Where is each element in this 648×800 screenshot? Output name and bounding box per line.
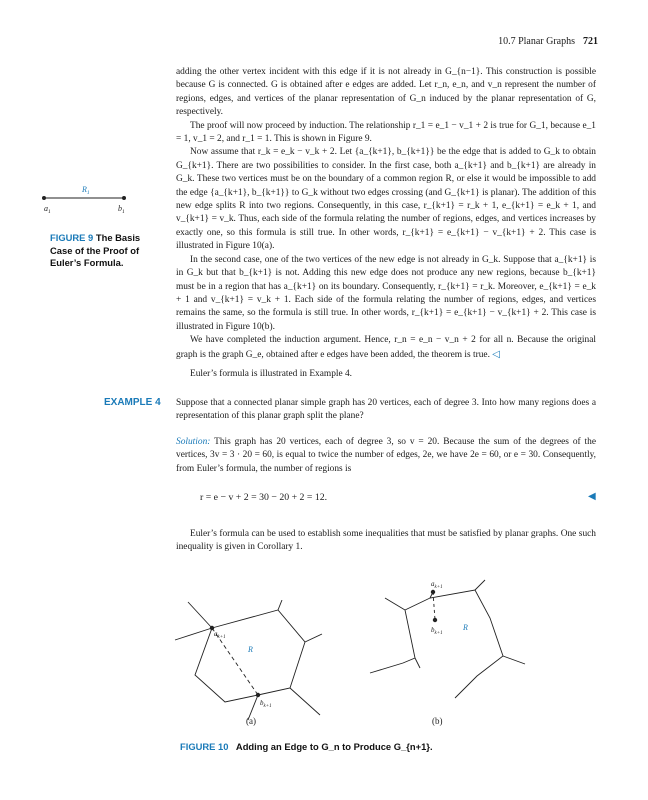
- running-header: [498, 36, 598, 47]
- region-boundary: [405, 590, 503, 698]
- figure-9-caption: [50, 232, 162, 270]
- solution: [176, 436, 596, 476]
- edge: [415, 658, 420, 668]
- section-title: 10.7 Planar Graphs: [498, 36, 575, 47]
- end-of-proof-icon: ◁: [492, 348, 500, 360]
- example-label: EXAMPLE 4: [104, 397, 161, 408]
- paragraph: The proof will now proceed by induction. The relationship r_1 = e_1 − v_1 + 2 is true for G_1, because e_1 = 1, v_1 = 2, and r_1 = 1. This is shown in Figure 9.: [176, 120, 596, 145]
- vertex-b: [256, 693, 260, 697]
- panel-label-a: (a): [246, 716, 256, 726]
- paragraph: In the second case, one of the two vertices of the new edge is not already in G_k. Suppose that a_{k+1} is in G_k but that b_{k+1} is not. Adding this new edge does not produce any new regions, because b_{k+1} must be in a region that has a_{k+1} on its boundary. Consequently, r_{k+1} = r_k. Moreover, e_{k+1} = e_k + 1 and v_{k+1} = v_k + 1. Each side of the formula relating the number of regions, edges, and vertices remains the same, so the formula is still true. In other words, r_{k+1} = e_{k+1} − v_{k+1} + 2. This case is illustrated in Figure 10(b).: [176, 254, 596, 332]
- example-statement: [176, 397, 596, 424]
- paragraph: Now assume that r_k = e_k − v_k + 2. Let {a_{k+1}, b_{k+1}} be the edge that is added to G_k to obtain G_{k+1}. There are two possibilities to consider. In the first case, both a_{k+1} and b_{k+1} are already in G_k. These two vertices must be on the boundary of a common region R, or else it would be impossible to add the edge {a_{k+1}, b_{k+1}} to G_k without two edges crossing (and G_{k+1} is planar). The addition of this new edge splits R into two regions. Consequently, in this case, r_{k+1} = r_k + 1, e_{k+1} = e_k + 1, and v_{k+1} = v_k. Thus, each side of the formula relating the number of regions, edges, and vertices increases by exactly one, so this formula is still true. In other words, r_{k+1} = e_{k+1} − v_{k+1} + 2. This case is illustrated in Figure 10(a).: [176, 147, 596, 252]
- vertex-b: [433, 618, 437, 622]
- new-edge: [433, 592, 435, 620]
- vertex-b1: [122, 196, 126, 200]
- vertex-label-a: $a_{k+1}$: [431, 580, 443, 590]
- caption-label: FIGURE 9: [50, 232, 94, 243]
- example-intro: Euler’s formula is illustrated in Example 4.: [190, 369, 353, 379]
- paragraph: [176, 334, 596, 362]
- equation: r = e − v + 2 = 30 − 20 + 2 = 12.: [200, 492, 328, 503]
- figure-10b-diagram: [365, 578, 535, 718]
- figure-9-diagram: [34, 180, 164, 220]
- edge: [475, 580, 485, 590]
- caption-label: FIGURE 10: [180, 741, 229, 752]
- vertex-label-b1: $b_1$: [118, 204, 125, 215]
- edge: [175, 628, 212, 640]
- region-label: $R_1$: [82, 185, 90, 196]
- conclusion-text: We have completed the induction argument. Hence, r_n = e_n − v_n + 2 for all n. Because the original graph is the graph G_e, obtained after e edges have been added, the theorem is true.: [176, 335, 596, 360]
- figure-10-caption: [180, 741, 600, 754]
- edge: [188, 602, 212, 628]
- edge: [385, 598, 405, 610]
- caption-text: The Basis Case of the Proof of Euler’s Formula.: [50, 232, 141, 268]
- edge: [370, 610, 415, 673]
- vertex-a1: [42, 196, 46, 200]
- figure-10a-diagram: [170, 600, 330, 730]
- paragraph: [176, 368, 596, 381]
- region-label: R: [248, 645, 253, 654]
- paragraph: adding the other vertex incident with this edge if it is not already in G_{n−1}. This construction is possible because G is connected. G is obtained after e edges are added. Let r_n, e_n, and v_n represent the number of regions, edges, and vertices of the planar representation of G_n induced by the planar representation of G, respectively.: [176, 67, 596, 118]
- page-number: 721: [583, 36, 598, 47]
- end-of-solution-icon: ◀: [588, 491, 596, 502]
- corollary-intro: Euler’s formula can be used to establish some inequalities that must be satisfied by planar graphs. One such inequality is given in Corollary 1.: [176, 529, 596, 553]
- caption-text: Adding an Edge to G_n to Produce G_{n+1}.: [235, 741, 433, 752]
- region-label: R: [463, 623, 468, 632]
- panel-label-b: (b): [432, 716, 443, 726]
- example-text: Suppose that a connected planar simple graph has 20 vertices, each of degree 3. Into how many regions does a representation of this planar graph split the plane?: [176, 398, 596, 422]
- solution-text: This graph has 20 vertices, each of degree 3, so v = 20. Because the sum of the degrees of the vertices, 3v = 3 · 20 = 60, is equal to twice the number of edges, 2e, we have 2e = 60, or e = 30. Consequently, from Euler’s formula, the number of regions is: [176, 437, 596, 474]
- vertex-label-a: $a_{k+1}$: [214, 630, 226, 640]
- vertex-a: [431, 590, 435, 594]
- edge: [278, 600, 282, 610]
- vertex-label-b: $b_{k+1}$: [260, 699, 272, 709]
- paragraph: [176, 528, 596, 555]
- edge: [290, 688, 320, 715]
- proof-text: [176, 66, 596, 362]
- edge: [305, 634, 322, 642]
- edge: [503, 656, 525, 664]
- vertex-label-b: $b_{k+1}$: [431, 626, 443, 636]
- vertex-label-a1: $a_1$: [44, 204, 51, 215]
- region-boundary: [195, 610, 305, 702]
- solution-label: Solution:: [176, 437, 211, 447]
